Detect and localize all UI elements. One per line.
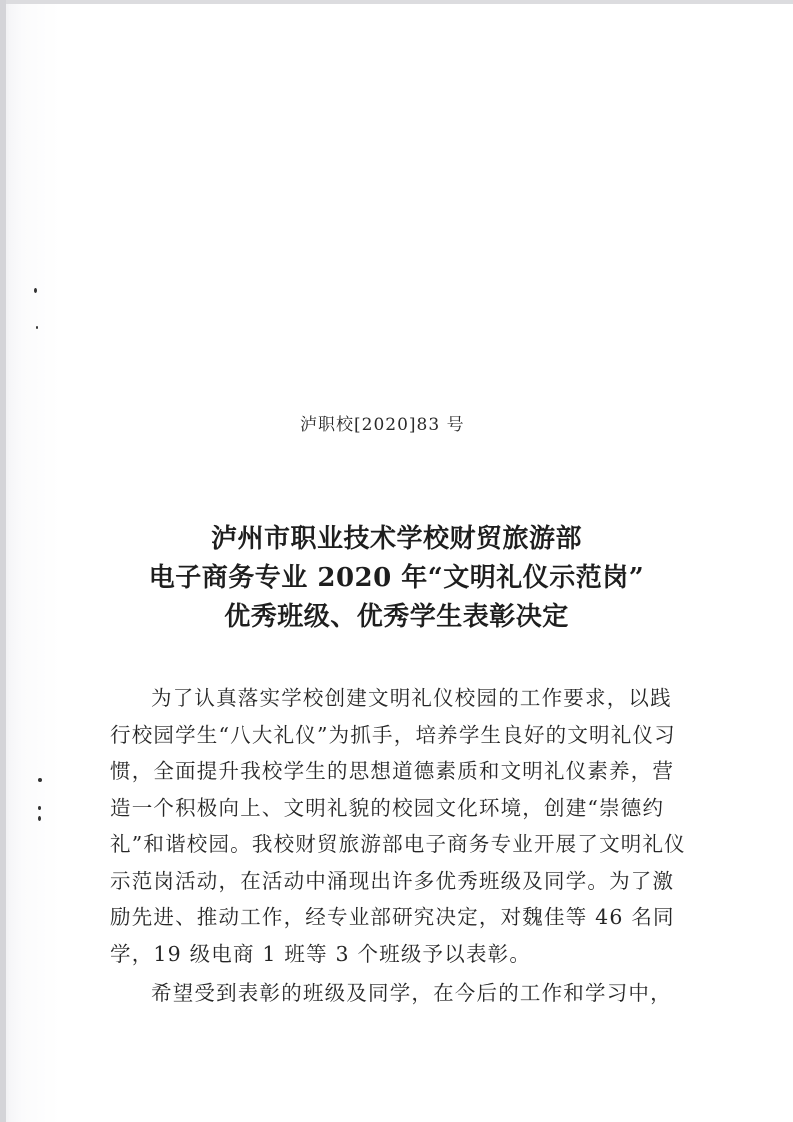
document-title	[60, 520, 733, 637]
title-line-2: 电子商务专业 2020 年“文明礼仪示范岗”	[148, 563, 645, 593]
title-line-3: 优秀班级、优秀学生表彰决定	[224, 602, 569, 632]
scan-speck	[34, 288, 37, 293]
scan-top-edge	[0, 0, 793, 4]
scan-speck	[36, 326, 38, 329]
scan-speck	[38, 806, 41, 810]
document-number: 泸职校[2020]83 号	[300, 415, 465, 435]
scan-speck	[38, 778, 42, 782]
title-line-1: 泸州市职业技术学校财贸旅游部	[210, 524, 582, 554]
body-paragraph-1: 为了认真落实学校创建文明礼仪校园的工作要求，以践行校园学生“八大礼仪”为抓手，培养学生良好的文明礼仪习惯，全面提升我校学生的思想道德素质和文明礼仪素养，营造一个积极向上、文明礼貌的校园文化环境，创建“崇德约礼”和谐校园。我校财贸旅游部电子商务专业开展了文明礼仪示范岗活动，在活动中涌现出许多优秀班级及同学。为了激励先进、推动工作，经专业部研究决定，对魏佳等 46 名同学，19 级电商 1 班等 3 个班级予以表彰。	[110, 686, 686, 966]
body-paragraph-2: 希望受到表彰的班级及同学，在今后的工作和学习中，	[151, 981, 672, 1005]
scan-left-fold	[0, 0, 6, 1122]
document-body	[110, 680, 690, 1012]
scan-speck	[38, 816, 41, 821]
